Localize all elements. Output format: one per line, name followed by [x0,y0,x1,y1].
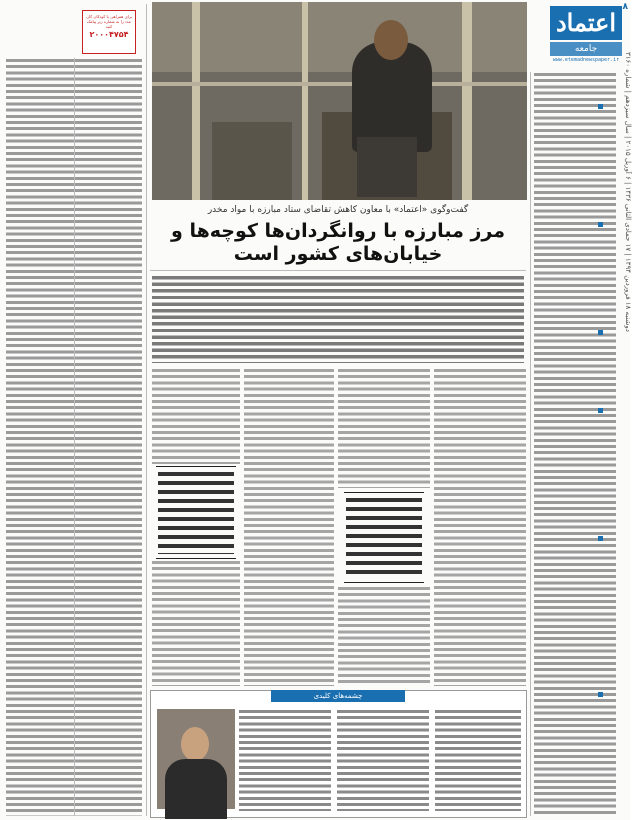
page-number: ۸ [622,2,628,12]
bullet-marker [598,536,603,541]
sms-box-text: برای همراهی با کودکان کار، عدد را به شماره زیر پیامک کنید [85,14,133,29]
article-intro [152,275,524,363]
official-portrait [157,709,235,809]
sms-box-code: ۲۰۰۰۴۷۵۴ [89,30,129,39]
article-column-1 [434,368,526,686]
key-points-col-2 [337,709,429,811]
bullet-marker [598,222,603,227]
masthead [550,6,622,68]
website-url: www.etemadnewspaper.ir [552,57,620,63]
article-column-3 [244,368,334,686]
bullet-marker [598,408,603,413]
bullet-marker [598,330,603,335]
sms-box [82,10,136,54]
dateline: دوشنبه ۱۸ فروردین ۱۳۹۴ | ۱۷ جمادی الثانی ۱۴۳۶ | ۶ آوریل ۲۰۱۵ | سال سیزدهم | شماره ۳۱۶۰ [624,52,632,332]
article-headline: مرز مبارزه با روانگردان‌ها کوچه‌ها و خیابان‌های کشور است [171,220,505,265]
pull-quote-1 [346,496,422,576]
section-label: جامعه [550,42,622,56]
pull-quote-rule [156,558,236,559]
key-points-col-3 [435,709,521,811]
main-photo [152,2,527,200]
pull-quote-2 [158,470,234,554]
bullet-marker [598,104,603,109]
bullet-marker [598,692,603,697]
pull-quote-rule [344,582,424,583]
pull-quote-rule [156,466,236,467]
newspaper-logo: اعتماد [550,6,622,40]
key-points-box [150,690,527,818]
article-kicker: گفت‌وگوی «اعتماد» با معاون کاهش تقاضای ستاد مبارزه با مواد مخدر [207,205,469,215]
right-column-text [534,72,616,816]
pull-quote-rule [344,492,424,493]
key-points-title: چشمه‌های کلیدی [271,690,405,702]
key-points-col-1 [239,709,331,811]
